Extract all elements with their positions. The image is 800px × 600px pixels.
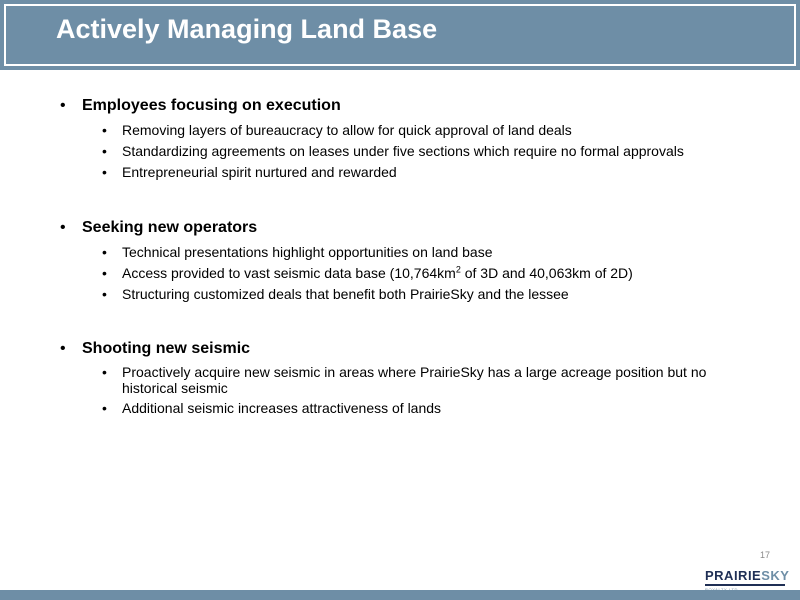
slide-title: Actively Managing Land Base [56,14,438,44]
seismic-data-text-end: of 3D and 40,063km of 2D) [460,265,633,281]
page-number: 17 [760,550,771,560]
bullet: • [102,265,107,281]
bullet: • [102,143,107,159]
logo-underline [705,584,785,586]
prairiesky-logo [705,568,790,590]
list-item [102,143,742,159]
bullet: • [102,286,107,302]
list-item-text: Entrepreneurial spirit nurtured and rewarded [122,164,397,180]
section-heading-text: Shooting new seismic [82,340,251,357]
section-heading-text: Employees focusing on execution [82,97,341,114]
list-item-text: Proactively acquire new seismic in areas where PrairieSky has a large acreage position but no historical seismic [122,364,707,396]
list-item-text: Removing layers of bureaucracy to allow for quick approval of land deals [122,122,572,138]
list-item [102,164,742,180]
bullet: • [60,97,66,114]
bullet: • [102,400,107,416]
list-item [102,400,742,416]
list-item-text: Technical presentations highlight opportunities on land base [122,244,493,260]
section-heading-text: Seeking new operators [82,219,258,236]
seismic-data-text: Access provided to vast seismic data base (10,764km [122,265,456,281]
logo-part2: SKY [761,568,790,583]
bullet: • [60,219,66,236]
section-heading-seismic [60,340,250,358]
bullet: • [102,364,107,380]
bullet: • [102,164,107,180]
list-item-text [122,265,742,281]
title-bar [0,0,800,70]
list-item-text: Standardizing agreements on leases under five sections which require no formal approvals [122,143,684,159]
superscript: 2 [455,264,461,275]
list-item [102,265,742,281]
list-item-text: Structuring customized deals that benefit both PrairieSky and the lessee [122,286,569,302]
list-item [102,364,742,396]
list-item [102,286,742,302]
section-heading-execution [60,97,341,115]
bullet: • [60,340,66,357]
list-item-text: Additional seismic increases attractiveness of lands [122,400,442,416]
bullet: • [102,122,107,138]
list-item [102,244,742,260]
logo-part1: PRAIRIE [705,568,762,583]
footer-bar [0,590,800,600]
section-heading-operators [60,219,257,237]
bullet: • [102,244,107,260]
logo-wordmark [705,568,790,583]
list-item [102,122,742,138]
